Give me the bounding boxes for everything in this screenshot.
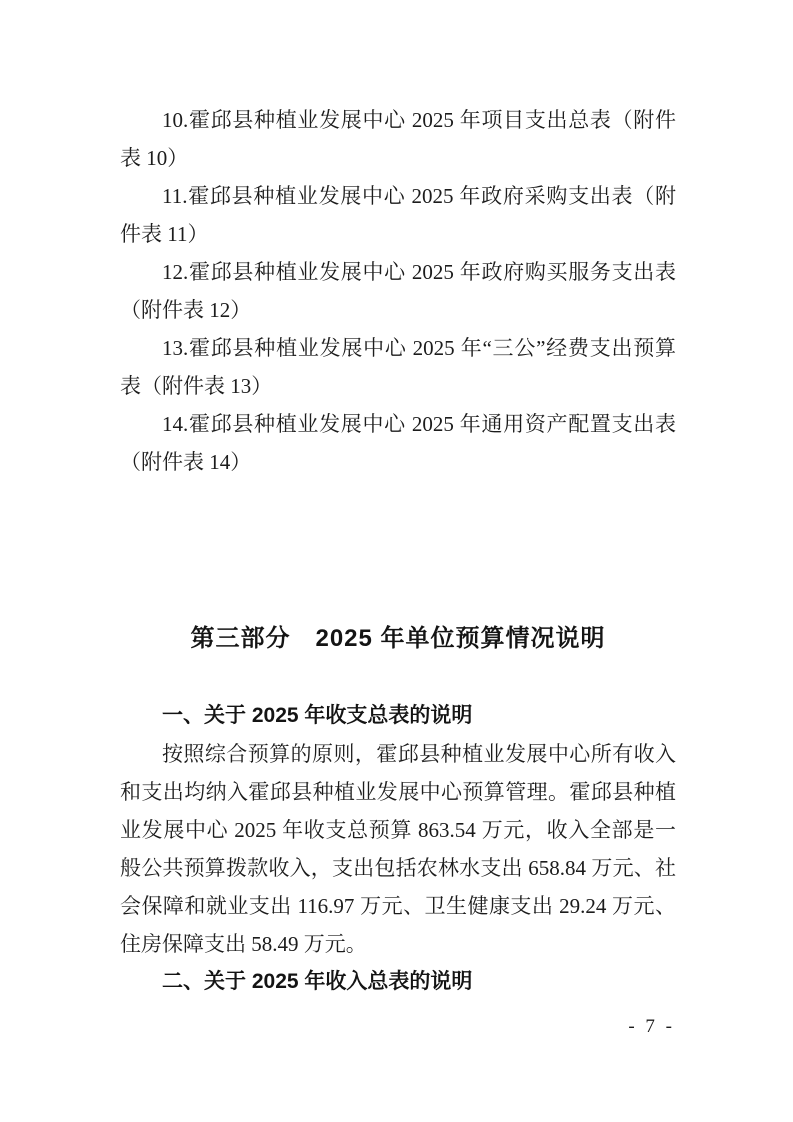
- attachment-list-item: 14.霍邱县种植业发展中心 2025 年通用资产配置支出表（附件表 14）: [120, 412, 676, 474]
- attachment-list-item: 10.霍邱县种植业发展中心 2025 年项目支出总表（附件表 10）: [120, 108, 676, 170]
- attachment-list-item: 11.霍邱县种植业发展中心 2025 年政府采购支出表（附件表 11）: [120, 184, 676, 246]
- section-heading: 第三部分 2025 年单位预算情况说明: [190, 625, 606, 652]
- subsection-heading-1: 一、关于 2025 年收支总表的说明: [162, 704, 473, 727]
- budget-overview-paragraph: 按照综合预算的原则，霍邱县种植业发展中心所有收入和支出均纳入霍邱县种植业发展中心预算管理。霍邱县种植业发展中心 2025 年收支总预算 863.54 万元，收入全部是一般公共预算拨款收入，支出包括农林水支出 658.84 万元、社会保障和就业支出 116.97 万元、卫生健康支出 29.24 万元、住房保障支出 58.49 万元。: [120, 742, 676, 956]
- subsection-heading-2: 二、关于 2025 年收入总表的说明: [162, 970, 473, 993]
- attachment-list-item: 12.霍邱县种植业发展中心 2025 年政府购买服务支出表（附件表 12）: [120, 260, 676, 322]
- page-number: - 7 -: [628, 1016, 675, 1037]
- attachment-list-item: 13.霍邱县种植业发展中心 2025 年“三公”经费支出预算表（附件表 13）: [120, 336, 676, 398]
- page-content: [120, 0, 676, 1001]
- attachment-list: [120, 0, 676, 481]
